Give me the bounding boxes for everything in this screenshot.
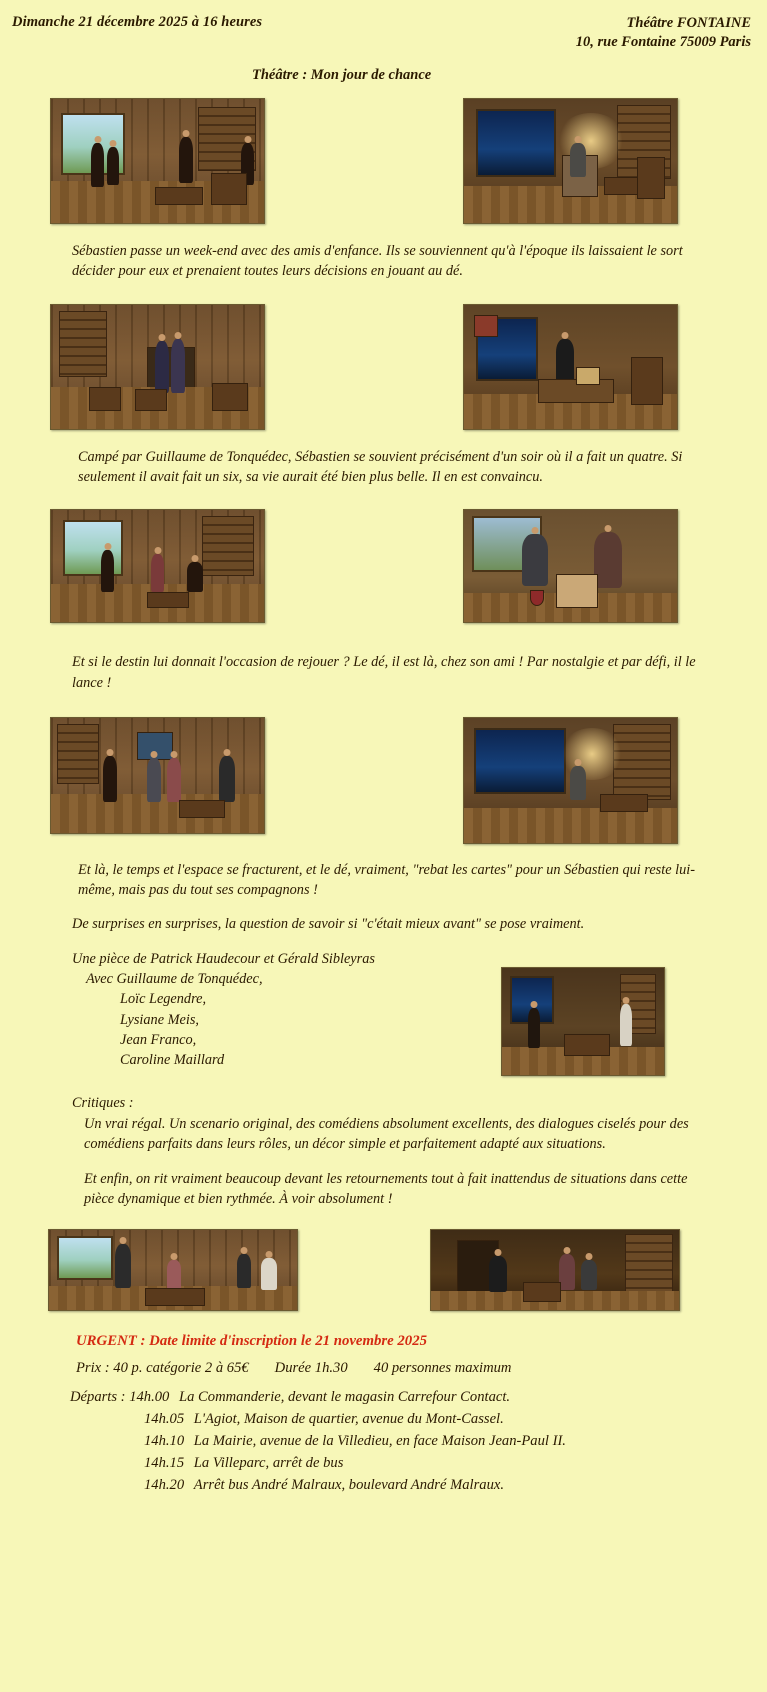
photo-3 — [50, 304, 265, 430]
cast-member: Jean Franco, — [120, 1031, 197, 1048]
credits-text — [0, 949, 492, 1071]
photo-row-4 — [0, 717, 767, 842]
departure-row — [70, 1475, 767, 1497]
price: Prix : 40 p. catégorie 2 à 65€ — [76, 1360, 249, 1377]
show-title: Théâtre : Mon jour de chance — [252, 67, 432, 84]
photo-11 — [430, 1229, 680, 1311]
with-line: Avec Guillaume de Tonquédec, — [86, 971, 263, 988]
departure-time: 14h.05 — [144, 1411, 185, 1428]
synopsis-paragraph-5: De surprises en surprises, la question de savoir si "c'était mieux avant" se pose vraiment. — [72, 916, 585, 933]
photo-8 — [463, 717, 678, 844]
departure-row — [70, 1453, 767, 1475]
departure-row — [70, 1387, 767, 1409]
departure-row — [70, 1431, 767, 1453]
deadline-notice: URGENT : Date limite d'inscription le 21 novembre 2025 — [76, 1333, 427, 1350]
synopsis-paragraph-4: Et là, le temps et l'espace se fracturent, et le dé, vraiment, "rebat les cartes" pour un Sébastien qui reste lui-même, mais pas du tout ses compagnons ! — [78, 861, 695, 899]
synopsis-paragraph-1: Sébastien passe un week-end avec des amis d'enfance. Ils se souviennent qu'à l'époque ils laissaient le sort décider pour eux et prenaient toutes leurs décisions en jouant au dé. — [72, 243, 683, 280]
duration: Durée 1h.30 — [274, 1360, 348, 1377]
photo-row-2 — [0, 304, 767, 429]
photo-5 — [50, 509, 265, 623]
capacity: 40 personnes maximum — [373, 1360, 512, 1377]
credits-block — [0, 949, 767, 1079]
event-date: Dimanche 21 décembre 2025 à 16 heures — [12, 14, 263, 30]
header — [0, 0, 767, 51]
departure-time: 14h.20 — [144, 1476, 185, 1493]
venue-block — [576, 14, 751, 51]
photo-row-1 — [0, 98, 767, 223]
departure-stop: L'Agiot, Maison de quartier, avenue du Mont-Cassel. — [193, 1411, 504, 1428]
photo-6 — [463, 509, 678, 623]
departure-stop: La Mairie, avenue de la Villedieu, en face Maison Jean-Paul II. — [193, 1433, 566, 1450]
venue-address: 10, rue Fontaine 75009 Paris — [575, 33, 751, 50]
photo-4 — [463, 304, 678, 430]
photo-9 — [501, 967, 665, 1076]
photo-1 — [50, 98, 265, 224]
photo-2 — [463, 98, 678, 224]
synopsis-paragraph-3: Et si le destin lui donnait l'occasion de rejouer ? Le dé, il est là, chez son ami ! Par nostalgie et par défi, il le lance ! — [72, 654, 696, 691]
synopsis-paragraph-2: Campé par Guillaume de Tonquédec, Sébastien se souvient précisément d'un soir où il a fait un quatre. Si seulement il avait fait un six, sa vie aurait été bien plus belle. Il en est convaincu. — [78, 448, 683, 485]
cast-list — [72, 989, 492, 1070]
departures-block — [0, 1387, 767, 1514]
cast-member: Loïc Legendre, — [120, 991, 207, 1008]
photo-row-3 — [0, 509, 767, 634]
critiques-label: Critiques : — [72, 1094, 134, 1111]
photo-row-5 — [0, 1229, 767, 1311]
departure-stop: Arrêt bus André Malraux, boulevard André Malraux. — [193, 1476, 505, 1493]
cast-member: Lysiane Meis, — [120, 1011, 199, 1028]
departure-time: 14h.00 — [129, 1389, 170, 1406]
photo-7 — [50, 717, 265, 834]
departure-time: 14h.15 — [144, 1454, 185, 1471]
critique-1: Un vrai régal. Un scenario original, des comédiens absolument excellents, des dialogues ciselés pour des comédiens parfaits dans leurs rôles, un décor simple et parfaitement adapté aux situations. — [84, 1115, 689, 1153]
departures-label: Départs : — [70, 1389, 126, 1406]
cast-member: Caroline Maillard — [120, 1052, 225, 1069]
critique-2: Et enfin, on rit vraiment beaucoup devant les retournements tout à fait inattendus de situations dans cette pièce dynamique et bien rythmée. À voir absolument ! — [84, 1170, 688, 1207]
photo-10 — [48, 1229, 298, 1311]
departure-time: 14h.10 — [144, 1433, 185, 1450]
departure-row — [70, 1409, 767, 1431]
authors-line: Une pièce de Patrick Haudecour et Gérald Sibleyras — [72, 950, 375, 967]
price-line — [0, 1360, 767, 1377]
departure-stop: La Villeparc, arrêt de bus — [193, 1454, 344, 1471]
venue-name: Théâtre FONTAINE — [626, 15, 751, 31]
departure-stop: La Commanderie, devant le magasin Carrefour Contact. — [179, 1389, 511, 1406]
